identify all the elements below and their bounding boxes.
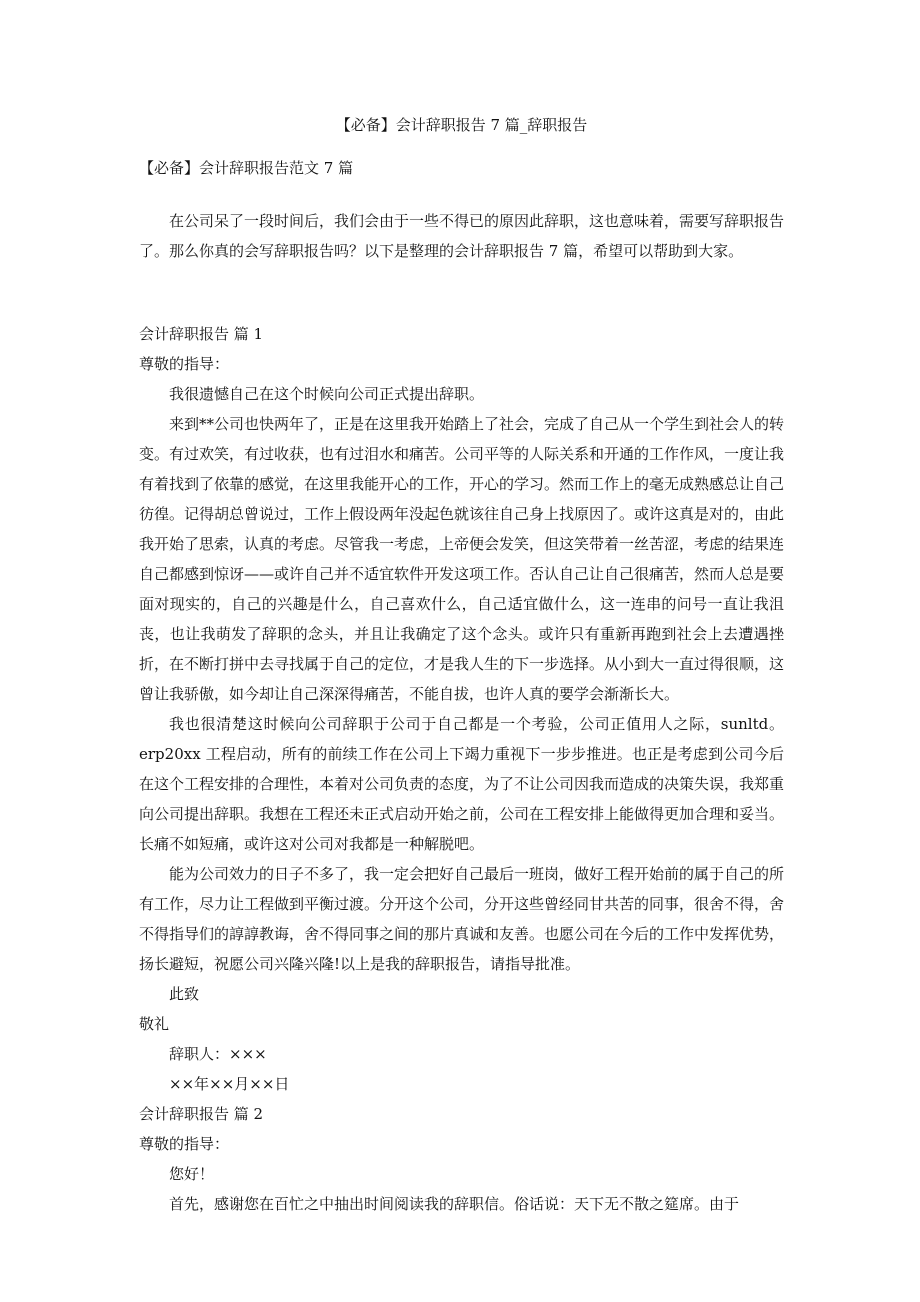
document-title: 【必备】会计辞职报告 7 篇_辞职报告 [335, 116, 588, 134]
article1-paragraph-4: 能为公司效力的日子不多了，我一定会把好自己最后一班岗，做好工程开始前的属于自己的所有工作，尽力让工程做到平衡过渡。分开这个公司，分开这些曾经同甘共苦的同事，很舍不得，舍不得指导们的諄諄教诲，舍不得同事之间的那片真诚和友善。也愿公司在今后的工作中发挥优势，扬长避短，祝愿公司兴隆兴隆!以上是我的辞职报告，请指导批准。 [139, 865, 785, 973]
article2-salutation: 尊敬的指导： [139, 1135, 230, 1153]
article1-date: ××年××月××日 [169, 1075, 290, 1093]
article1-paragraph-1: 我很遗憾自己在这个时候向公司正式提出辞职。 [169, 385, 485, 403]
article1-paragraph-3: 我也很清楚这时候向公司辞职于公司于自己都是一个考验，公司正值用人之际，sunltd。erp20xx 工程启动，所有的前续工作在公司上下竭力重视下一步步推进。也正是考虑到公司今后在这个工程安排的合理性，本着对公司负责的态度，为了不让公司因我而造成的决策失误，我郑重向公司提出辞职。我想在工程还未正式启动开始之前，公司在工程安排上能做得更加合理和妥当。长痛不如短痛，或许这对公司对我都是一种解脱吧。 [139, 715, 785, 853]
article1-closing-jingli: 敬礼 [139, 1015, 170, 1033]
article1-signer: 辞职人：××× [169, 1045, 267, 1063]
article1-closing-cizhi: 此致 [169, 985, 200, 1003]
intro-paragraph: 在公司呆了一段时间后，我们会由于一些不得已的原因此辞职，这也意味着，需要写辞职报告了。那么你真的会写辞职报告吗？以下是整理的会计辞职报告 7 篇，希望可以帮助到大家。 [139, 212, 785, 260]
article2-paragraph-1: 首先，感谢您在百忙之中抽出时间阅读我的辞职信。俗话说：天下无不散之筵席。由于 [169, 1195, 740, 1213]
article-body [139, 319, 784, 1219]
article2-heading: 会计辞职报告 篇 2 [139, 1105, 264, 1123]
article1-paragraph-2: 来到**公司也快两年了，正是在这里我开始踏上了社会，完成了自己从一个学生到社会人的转变。有过欢笑，有过收获，也有过泪水和痛苦。公司平等的人际关系和开通的工作作风，一度让我有着找到了依靠的感觉，在这里我能开心的工作，开心的学习。然而工作上的毫无成熟感总让自己彷徨。记得胡总曾说过，工作上假设两年没起色就该往自己身上找原因了。或许这真是对的，由此我开始了思索，认真的考虑。尽管我一考虑，上帝便会发笑，但这笑带着一丝苦涩，考虑的结果连自己都感到惊讶——或许自己并不适宜软件开发这项工作。否认自己让自己很痛苦，然而人总是要面对现实的，自己的兴趣是什么，自己喜欢什么，自己适宜做什么，这一连串的问号一直让我沮丧，也让我萌发了辞职的念头，并且让我确定了这个念头。或许只有重新再跑到社会上去遭遇挫折，在不断打拼中去寻找属于自己的定位，才是我人生的下一步选择。从小到大一直过得很顺，这曾让我骄傲，如今却让自己深深得痛苦，不能自拔，也许人真的要学会渐渐长大。 [139, 415, 785, 703]
article1-heading: 会计辞职报告 篇 1 [139, 325, 264, 343]
document-subtitle: 【必备】会计辞职报告范文 7 篇 [139, 159, 354, 177]
article1-salutation: 尊敬的指导： [139, 355, 230, 373]
article2-greeting: 您好！ [169, 1165, 215, 1183]
